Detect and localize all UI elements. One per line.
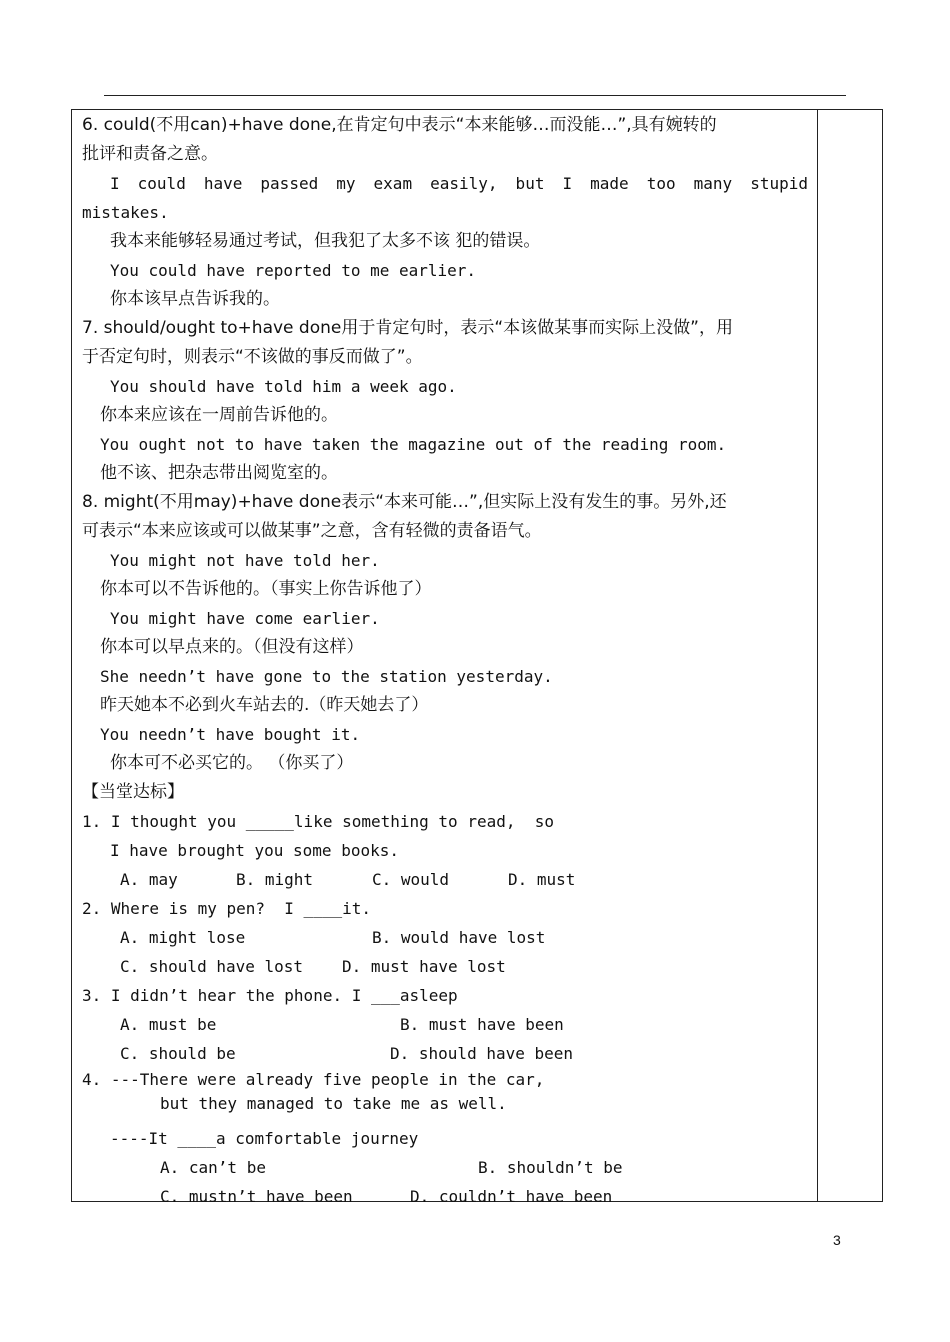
example-sentence: You might have come earlier. [110,609,380,628]
question-4-options [82,1153,808,1182]
example-translation: 他不该、把杂志带出阅览室的。 [100,463,338,483]
option-a[interactable]: A. must be [120,1015,217,1034]
question-1-options [82,865,808,894]
option-a[interactable]: A. may [120,870,178,889]
option-b[interactable]: B. must have been [400,1015,564,1034]
question-1-stem-cont: I have brought you some books. [110,841,399,860]
option-d[interactable]: D. must have lost [342,957,506,976]
option-a[interactable]: A. can’t be [160,1158,266,1177]
example-sentence: You ought not to have taken the magazine out of the reading room. [100,435,727,454]
example-translation: 你本可不必买它的。 （你买了） [110,753,354,773]
question-3-options [82,1010,808,1039]
rule-7-heading: 7. should/ought to+have done用于肯定句时，表示“本该做某事而实际上没做”，用 [82,318,733,338]
question-4-reply: ----It ____a comfortable journey [110,1129,419,1148]
example-sentence: I could have passed my exam easily, but I made too many stupid [110,174,808,193]
table-content [82,111,808,1211]
question-2-options [82,923,808,952]
option-c[interactable]: C. should have lost [120,957,304,976]
option-c[interactable]: C. would [372,870,450,889]
question-4-stem: 4. ---There were already five people in the car, [82,1070,545,1089]
question-4-options [82,1182,808,1211]
option-b[interactable]: B. shouldn’t be [478,1158,623,1177]
example-sentence: She needn’t have gone to the station yesterday. [100,667,553,686]
section-heading: 【当堂达标】 [82,782,184,802]
option-d[interactable]: D. must [508,870,576,889]
option-d[interactable]: D. should have been [390,1044,574,1063]
page-number: 3 [833,1232,841,1248]
example-sentence-cont: mistakes. [82,203,169,222]
option-b[interactable]: B. might [236,870,314,889]
option-c[interactable]: C. mustn’t have been [160,1187,353,1206]
rule-8-heading-cont: 可表示“本来应该或可以做某事”之意，含有轻微的责备语气。 [82,521,542,541]
example-sentence: You might not have told her. [110,551,380,570]
example-translation: 我本来能够轻易通过考试，但我犯了太多不该 犯的错误。 [110,231,541,251]
option-a[interactable]: A. might lose [120,928,246,947]
rule-6-heading: 6. could(不用can)+have done,在肯定句中表示“本来能够…而没能…”,具有婉转的 [82,115,717,135]
example-translation: 你本来应该在一周前告诉他的。 [100,405,338,425]
example-translation: 昨天她本不必到火车站去的.（昨天她去了） [100,695,429,715]
rule-7-heading-cont: 于否定句时，则表示“不该做的事反而做了”。 [82,347,423,367]
example-translation: 你本该早点告诉我的。 [110,289,280,309]
question-3-stem: 3. I didn’t hear the phone. I ___asleep [82,986,458,1005]
example-translation: 你本可以不告诉他的。（事实上你告诉他了） [100,579,432,599]
question-3-options [82,1039,808,1068]
option-b[interactable]: B. would have lost [372,928,546,947]
example-sentence: You could have reported to me earlier. [110,261,477,280]
option-c[interactable]: C. should be [120,1044,236,1063]
rule-6-heading-cont: 批评和责备之意。 [82,144,218,164]
example-sentence: You should have told him a week ago. [110,377,457,396]
example-translation: 你本可以早点来的。（但没有这样） [100,637,364,657]
table-column-divider [817,109,818,1202]
question-1-stem: 1. I thought you _____like something to read, so [82,812,555,831]
option-d[interactable]: D. couldn’t have been [410,1187,613,1206]
question-2-options [82,952,808,981]
rule-8-heading: 8. might(不用may)+have done表示“本来可能…”,但实际上没有发生的事。另外,还 [82,492,727,512]
header-rule [104,95,846,96]
question-2-stem: 2. Where is my pen? I ____it. [82,899,371,918]
example-sentence: You needn’t have bought it. [100,725,361,744]
question-4-stem-cont: but they managed to take me as well. [160,1094,507,1113]
